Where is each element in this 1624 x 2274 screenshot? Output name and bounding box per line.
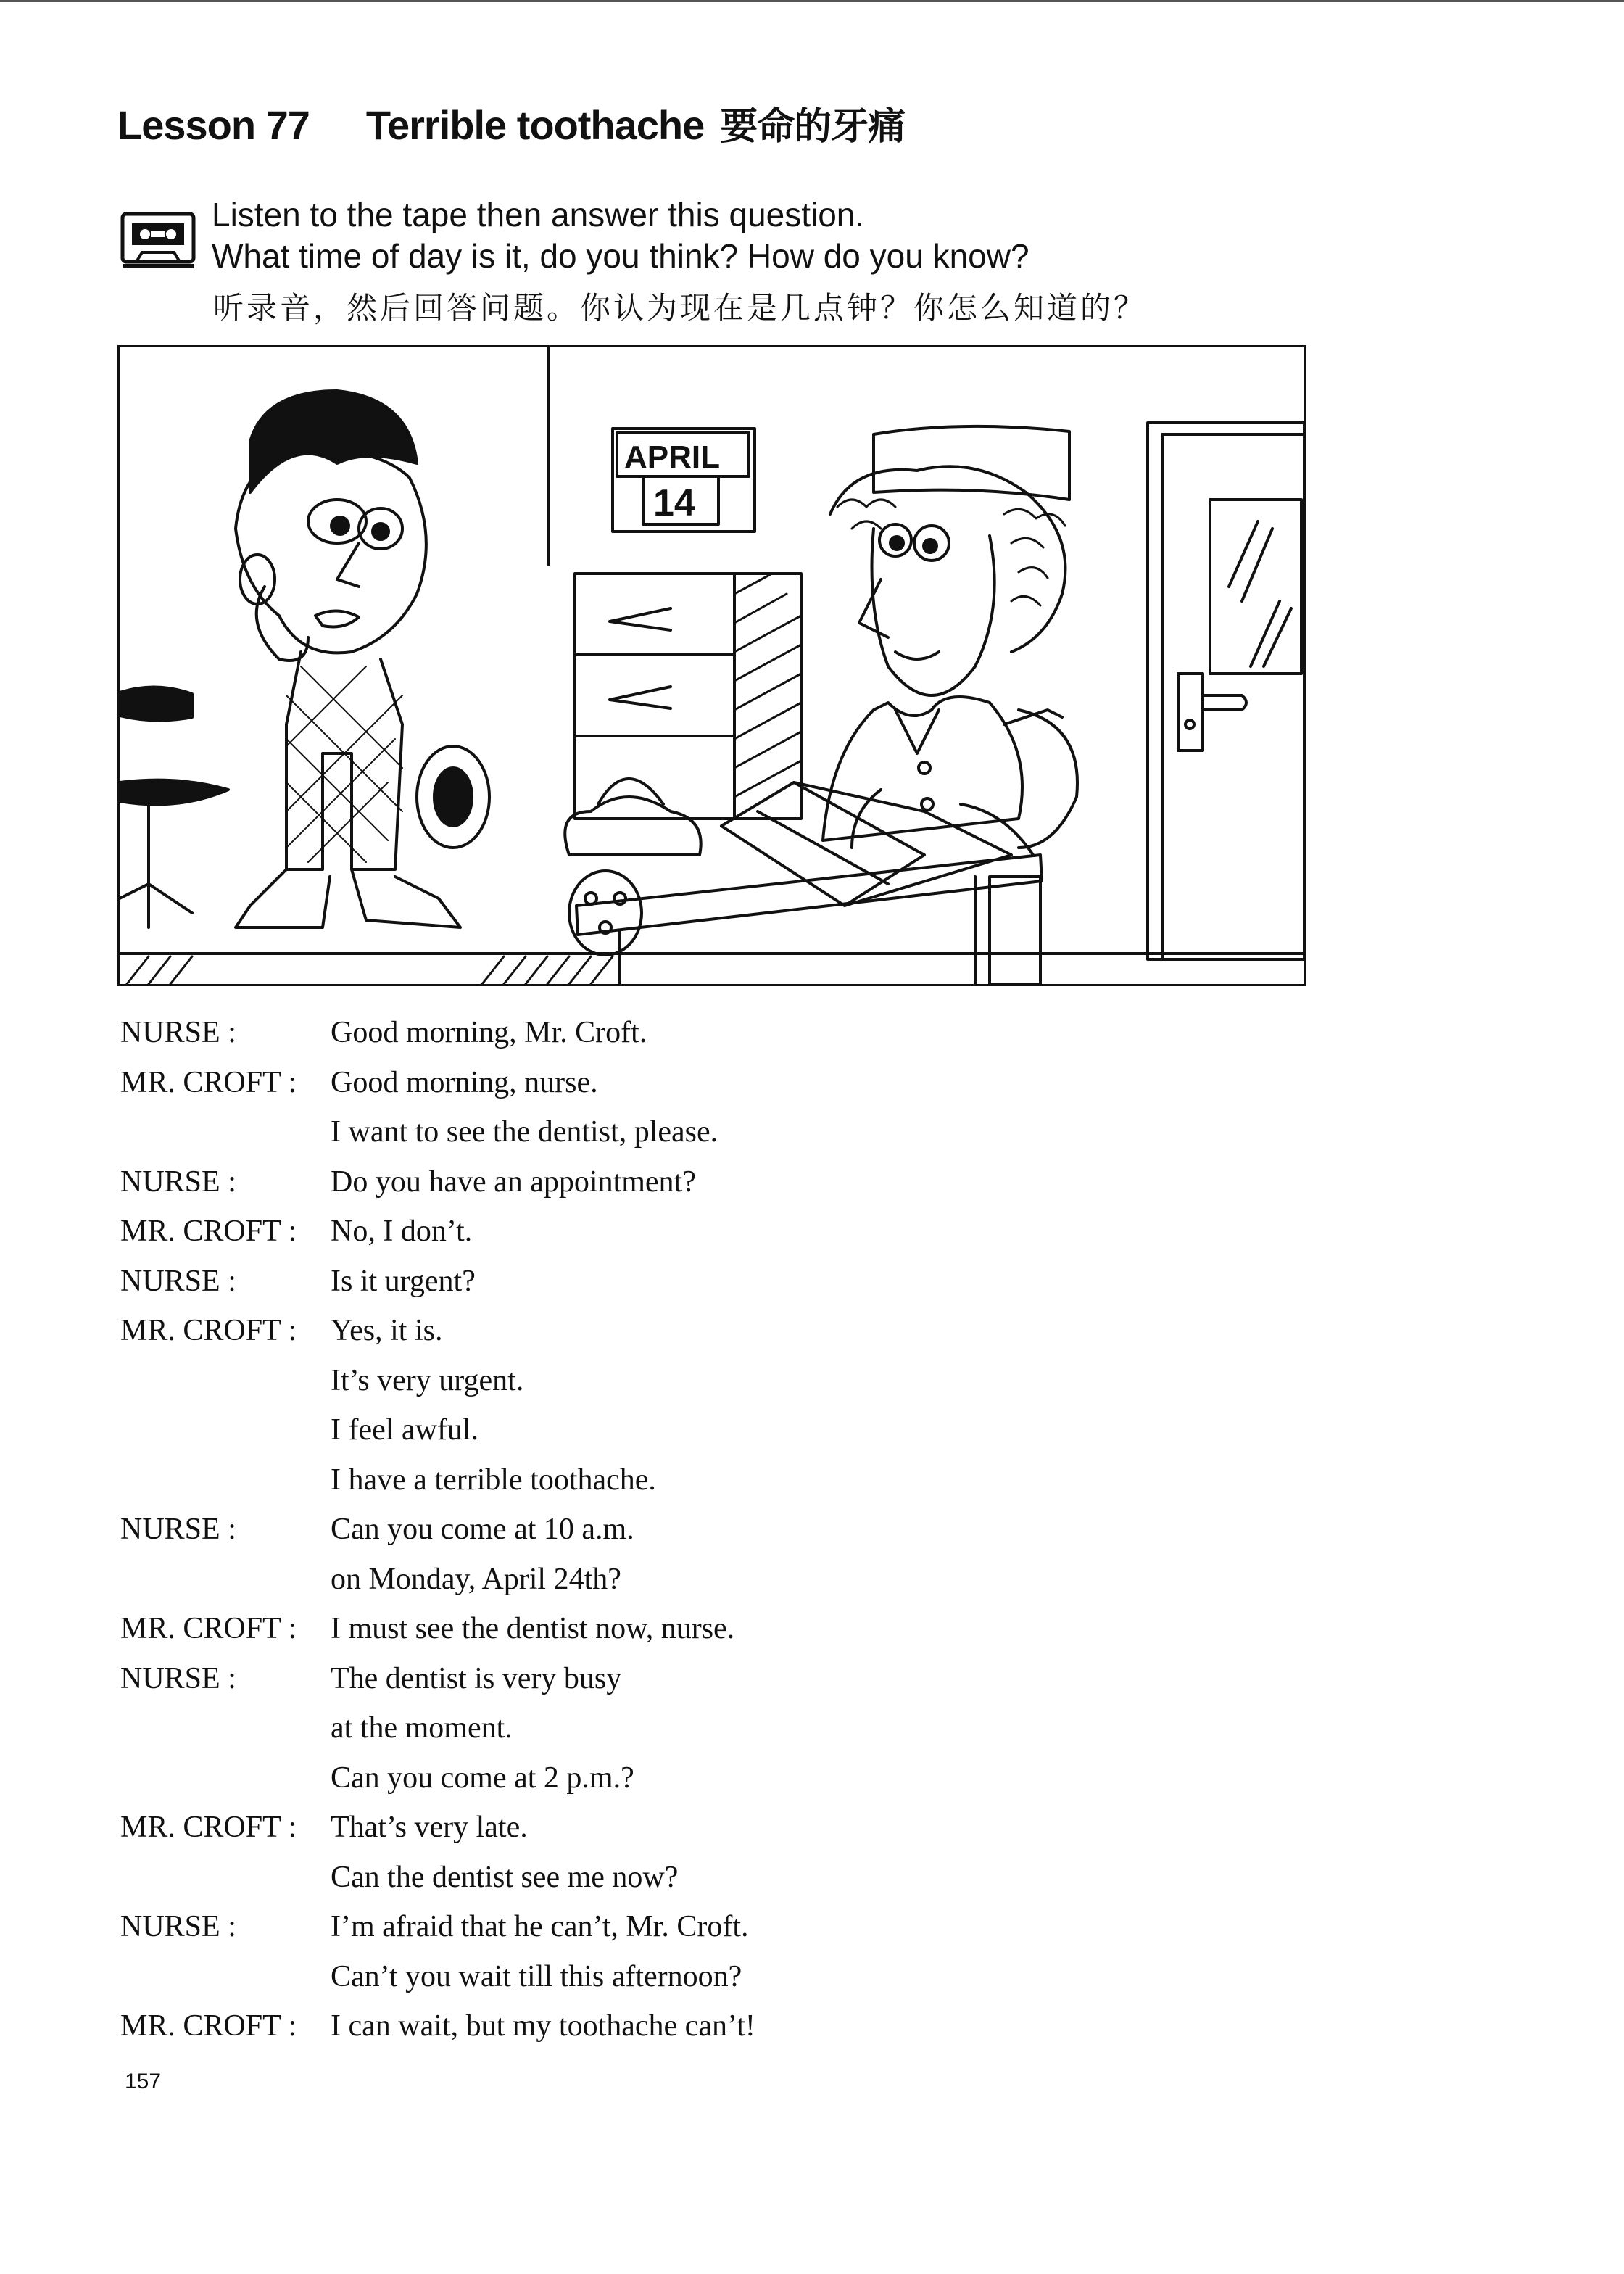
speaker: NURSE : <box>120 1910 236 1943</box>
speaker: MR. CROFT : <box>120 1314 297 1347</box>
line-text: That’s very late. <box>331 1811 528 1844</box>
lesson-title-zh: 要命的牙痛 <box>720 105 906 149</box>
instructions <box>212 194 1030 277</box>
page-number: 157 <box>125 2070 162 2093</box>
illustration <box>117 345 1306 986</box>
speaker: MR. CROFT : <box>120 2009 297 2043</box>
line-text: The dentist is very busy <box>331 1661 622 1695</box>
speaker: NURSE : <box>120 1165 236 1199</box>
speaker: NURSE : <box>120 1661 236 1695</box>
speaker: NURSE : <box>120 1016 236 1049</box>
line-text: Can you come at 10 a.m. <box>331 1513 634 1546</box>
line-text: Yes, it is. <box>331 1314 443 1347</box>
line-text: Is it urgent? <box>331 1264 476 1298</box>
instruction-zh: 听录音，然后回答问题。你认为现在是几点钟？你怎么知道的？ <box>213 290 1148 326</box>
line-text: Good morning, nurse. <box>331 1065 598 1099</box>
line-text: No, I don’t. <box>331 1215 473 1248</box>
line-text: I have a terrible toothache. <box>331 1463 656 1497</box>
speaker: MR. CROFT : <box>120 1612 297 1645</box>
line-text: Can the dentist see me now? <box>331 1860 679 1894</box>
speaker: NURSE : <box>120 1264 236 1298</box>
line-text: at the moment. <box>331 1711 513 1745</box>
line-text: Can’t you wait till this afternoon? <box>331 1959 742 1993</box>
instruction-line-1: Listen to the tape then answer this question. <box>212 196 865 233</box>
line-text: I want to see the dentist, please. <box>331 1115 718 1149</box>
cassette-tape-icon <box>120 212 196 271</box>
top-rule <box>0 0 1624 2</box>
line-text: I must see the dentist now, nurse. <box>331 1612 735 1645</box>
speaker: MR. CROFT : <box>120 1811 297 1844</box>
instruction-line-2: What time of day is it, do you think? How do you know? <box>212 237 1030 275</box>
line-text: I’m afraid that he can’t, Mr. Croft. <box>331 1910 749 1943</box>
line-text: I feel awful. <box>331 1413 479 1447</box>
line-text: Can you come at 2 p.m.? <box>331 1761 634 1795</box>
lesson-number: Lesson 77 <box>117 102 310 148</box>
line-text: I can wait, but my toothache can’t! <box>331 2009 755 2043</box>
speaker: MR. CROFT : <box>120 1215 297 1248</box>
speaker: MR. CROFT : <box>120 1065 297 1099</box>
line-text: Good morning, Mr. Croft. <box>331 1016 647 1049</box>
calendar <box>613 429 755 532</box>
line-text: It’s very urgent. <box>331 1363 524 1397</box>
line-text: on Monday, April 24th? <box>331 1562 621 1596</box>
lesson-title-en: Terrible toothache <box>365 102 705 148</box>
calendar-month: APRIL <box>624 439 720 475</box>
speaker: NURSE : <box>120 1513 236 1546</box>
calendar-day: 14 <box>653 482 695 524</box>
lesson-title <box>117 96 905 150</box>
line-text: Do you have an appointment? <box>331 1165 696 1199</box>
